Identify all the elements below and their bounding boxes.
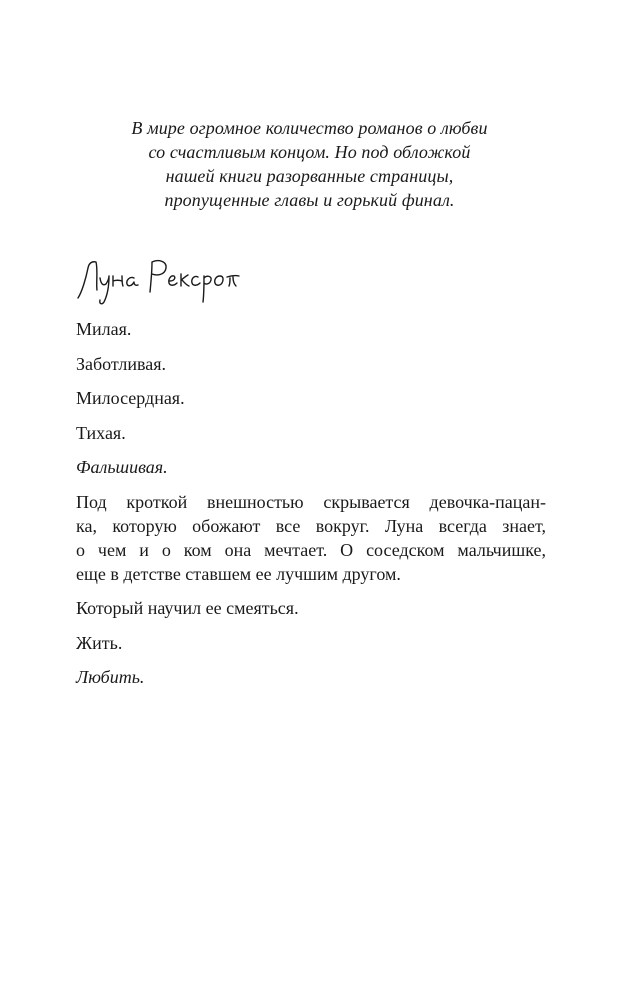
paragraph: Милая. [76,319,132,339]
epigraph-line: нашей книги разорванные страницы, [165,166,454,186]
paragraph [76,490,546,586]
handwritten-signature [72,248,252,308]
epigraph-line: пропущенные главы и горький финал. [164,190,455,210]
paragraph-line: о чем и о ком она мечтает. О соседском мальчишке, [76,539,546,560]
paragraph: Жить. [76,632,123,653]
paragraph-italic: Фальшивая. [76,457,168,477]
paragraph: Милосердная. [76,388,185,408]
body-text [76,317,546,700]
paragraph: Тихая. [76,422,126,443]
paragraph-line: Под кроткой внешностью скрывается девочка-пацан- [76,491,546,512]
paragraph-line: ка, которую обожают все вокруг. Луна всегда знает, [76,515,546,536]
paragraph-line: еще в детстве ставшем ее лучшим другом. [76,563,401,584]
epigraph-line: В мире огромное количество романов о любви [131,118,488,138]
epigraph [60,116,559,212]
paragraph-italic: Любить. [76,667,145,687]
epigraph-line: со счастливым концом. Но под обложкой [148,142,471,162]
paragraph: Заботливая. [76,353,166,374]
paragraph: Который научил ее смеяться. [76,598,299,618]
